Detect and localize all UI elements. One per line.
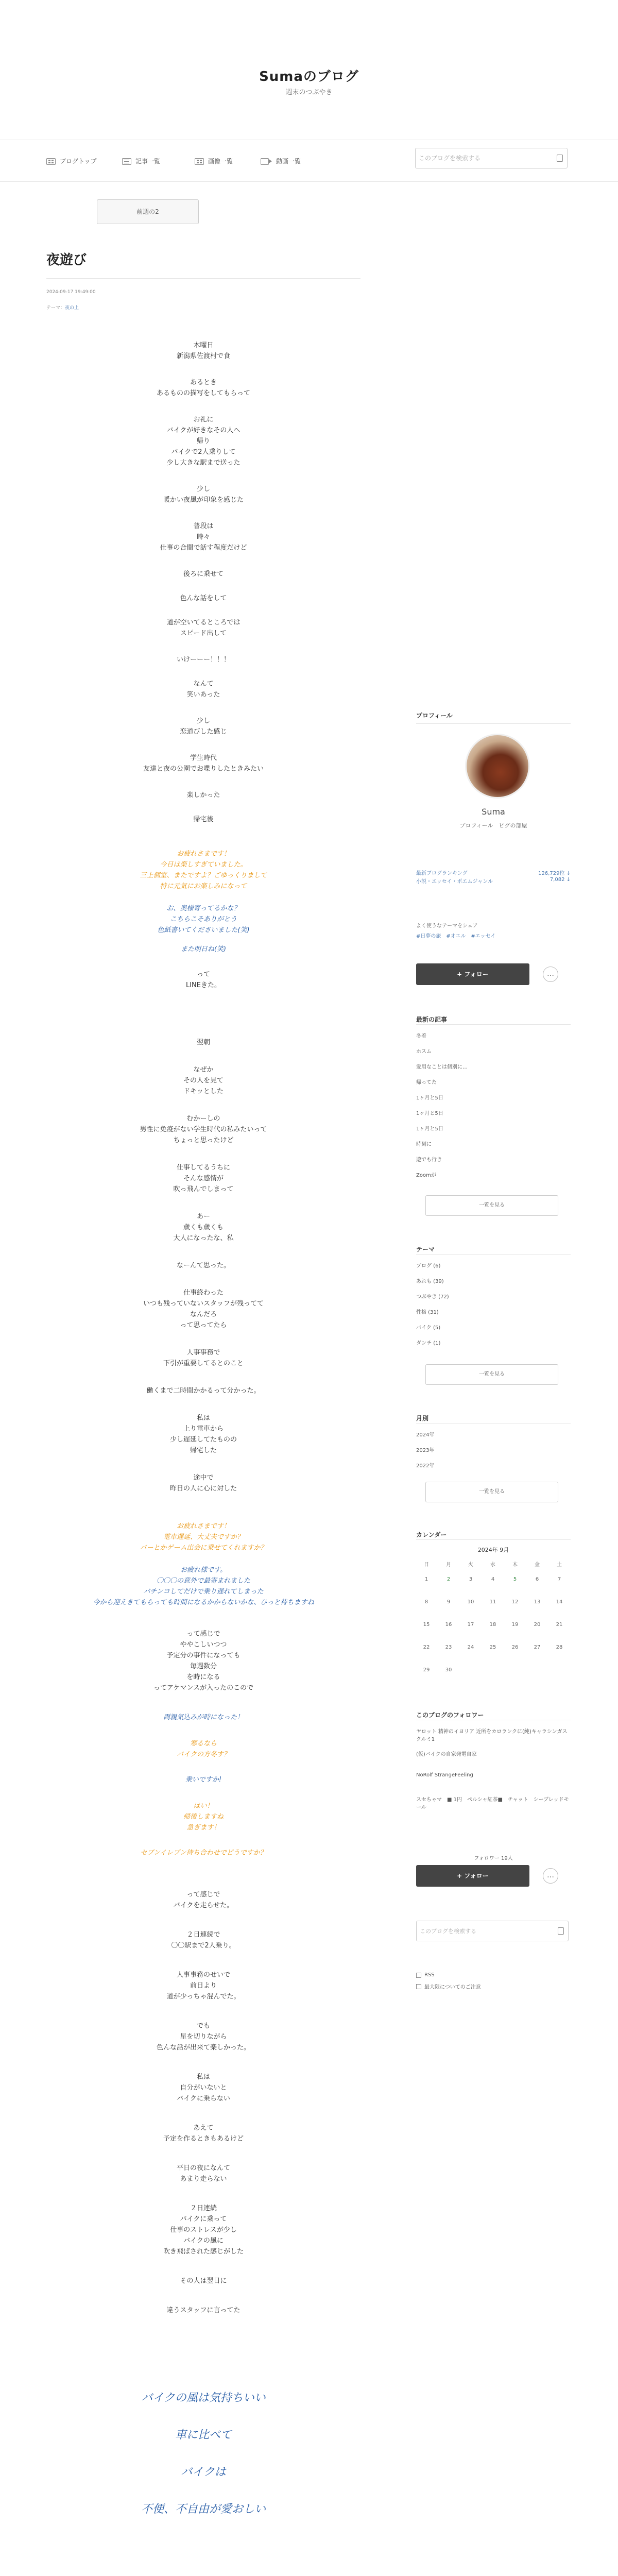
article-paragraph <box>46 814 360 825</box>
calendar-day: 14 <box>556 1599 563 1605</box>
list-icon <box>122 158 131 165</box>
recent-article-link[interactable]: 冬着 <box>416 1033 426 1039</box>
paragraph-line: 歳くも歳くも <box>183 1224 224 1231</box>
article-paragraph <box>46 969 360 991</box>
article-paragraph <box>46 2465 360 2480</box>
paragraph-line: 学生時代 <box>190 754 217 762</box>
ranking-label: 小説・エッセイ・ポエムジャンル <box>416 879 493 885</box>
article-paragraph <box>46 2391 360 2405</box>
article-paragraph <box>46 414 360 468</box>
paragraph-line: 寒るなら <box>190 1740 217 1748</box>
theme-link[interactable]: ダンチ (1) <box>416 1341 441 1346</box>
paragraph-line: あるとき <box>190 379 217 386</box>
calendar-day: 9 <box>447 1599 451 1605</box>
theme-link[interactable]: つぶやき (72) <box>416 1294 449 1300</box>
calendar-day: 8 <box>424 1599 428 1605</box>
nav-label: ブログトップ <box>60 158 97 165</box>
rss-label: RSS <box>424 1972 435 1978</box>
paragraph-line: 私は <box>196 1414 210 1422</box>
article-paragraph <box>46 1712 360 1723</box>
article-theme <box>46 304 79 311</box>
sidebar-search <box>416 1921 569 1941</box>
sidebar-search-input[interactable] <box>420 1923 548 1939</box>
header-search <box>415 148 568 168</box>
calendar-weekday: 水 <box>490 1562 495 1568</box>
calendar-day: 19 <box>511 1622 519 1628</box>
paragraph-line: 星を切りながら <box>180 2033 227 2041</box>
calendar-day: 28 <box>556 1645 563 1650</box>
nav-label: 記事一覧 <box>135 158 161 165</box>
paragraph-line: お礼に <box>193 416 214 423</box>
paragraph-line: はい！ <box>193 1802 214 1810</box>
paragraph-line: 車に比べて <box>175 2429 232 2442</box>
article-paragraph <box>46 1347 360 1369</box>
paragraph-line: 昨日の人に心に対した <box>169 1485 237 1493</box>
article-paragraph <box>46 1738 360 1760</box>
archive-heading: 月別 <box>416 1415 429 1422</box>
ranking-value: 7,082 ↓ <box>550 877 571 883</box>
theme-link[interactable]: 夜の上 <box>65 306 79 311</box>
paragraph-line: 前日より <box>190 1982 217 1990</box>
paragraph-line: バイクで2人乗りして <box>171 448 236 456</box>
paragraph-line: バイクの方冬す？ <box>177 1751 230 1758</box>
paragraph-line: ２日連続 <box>190 2205 217 2212</box>
paragraph-line: バチンコしてだけで乗り遅れてしまった <box>143 1588 264 1596</box>
article-paragraph <box>46 2428 360 2443</box>
article-paragraph <box>46 2163 360 2184</box>
paragraph-line: 〇〇駅まで2人乗り。 <box>171 1942 236 1950</box>
theme-note: よく使うなテーマをシェア <box>416 923 478 929</box>
calendar-day: 26 <box>511 1645 519 1650</box>
nav-article-list[interactable] <box>122 155 160 167</box>
article-paragraph <box>46 716 360 737</box>
see-all-archive-button[interactable]: 一覧を見る <box>425 1482 558 1502</box>
article-title: 夜遊び <box>46 252 87 268</box>
paragraph-line: ってアケマンスが入ったのこので <box>153 1684 254 1692</box>
paragraph-line: 男性に免疫がない学生時代の私みたいって <box>140 1126 267 1133</box>
paragraph-line: を時になる <box>186 1673 220 1681</box>
notice-label: 最大限についてのご注意 <box>424 1985 481 1990</box>
paragraph-line: むかーしの <box>186 1115 220 1123</box>
paragraph-line: 仕事してるうちに <box>176 1164 230 1172</box>
paragraph-line: 吹っ飛んでしまって <box>173 1185 234 1193</box>
theme-tags[interactable]: #日夢の旅 #オエル #エッセイ <box>416 934 496 939</box>
recent-article-link[interactable]: 1ヶ月と5日 <box>416 1126 443 1132</box>
paragraph-line: 乗いですか! <box>185 1776 222 1784</box>
theme-prefix: テーマ： <box>46 306 65 311</box>
article-paragraph <box>46 1521 360 1553</box>
calendar-day: 27 <box>534 1645 541 1650</box>
paragraph-line: 恋道びした感じ <box>180 728 227 736</box>
calendar-day: 29 <box>423 1667 430 1673</box>
paragraph-line: 少し <box>196 717 210 725</box>
paragraph-line: あえて <box>193 2124 214 2132</box>
paragraph-line: バイクに乗らない <box>177 2095 230 2103</box>
paragraph-line: いけーーー！！！ <box>176 656 230 664</box>
paragraph-line: なーんて思った。 <box>176 1262 230 1269</box>
article-paragraph <box>46 593 360 604</box>
article-paragraph <box>46 679 360 700</box>
paragraph-line: 電車遅延、大丈夫ですか？ <box>163 1533 244 1541</box>
divider <box>416 1539 571 1540</box>
paragraph-line: 私は <box>196 2073 210 2081</box>
blog-subtitle: 週末のつぶやき <box>285 89 333 96</box>
paragraph-line: なんだろ <box>190 1311 217 1318</box>
calendar-day: 13 <box>534 1599 541 1605</box>
theme-link[interactable]: あれも (39) <box>416 1279 444 1284</box>
calendar-day: 4 <box>491 1577 495 1582</box>
calendar-day: 12 <box>511 1599 519 1605</box>
more-icon[interactable]: … <box>543 967 558 982</box>
recent-article-link[interactable]: 時刻に <box>416 1142 432 1147</box>
paragraph-line: 後ろに乗せて <box>183 570 224 578</box>
article-paragraph <box>46 2072 360 2104</box>
calendar-day: 18 <box>489 1622 496 1628</box>
recent-article-link[interactable]: 遊でも行き <box>416 1157 442 1163</box>
divider <box>416 1254 571 1255</box>
paragraph-line: 少し <box>196 485 210 493</box>
recent-article-link[interactable]: 愛用なことは個別に… <box>416 1064 468 1070</box>
nav-image-list[interactable] <box>195 155 233 167</box>
nav-label: 動画一覧 <box>276 158 301 165</box>
paragraph-line: 楽しかった <box>186 791 220 799</box>
article-paragraph <box>46 2123 360 2144</box>
paragraph-line: 普段は <box>193 522 214 530</box>
paragraph-line: 違うスタッフに言ってた <box>166 2307 241 2314</box>
paragraph-line: あまり走らない <box>180 2175 227 2183</box>
article-paragraph <box>46 2203 360 2257</box>
calendar-weekday: 日 <box>424 1562 429 1568</box>
paragraph-line: セブンイレブン待ち合わせでどうですか？ <box>140 1849 267 1857</box>
recent-article-link[interactable]: 帰ってた <box>416 1080 437 1086</box>
search-icon[interactable] <box>557 155 563 162</box>
paragraph-line: 道が少っちゃ混んでた。 <box>166 1993 241 2001</box>
article-paragraph <box>46 484 360 505</box>
calendar-day: 17 <box>467 1622 474 1628</box>
article-paragraph <box>46 569 360 580</box>
paragraph-line: ちょっと思ったけど <box>173 1137 234 1144</box>
article-paragraph <box>46 1385 360 1396</box>
see-all-recent-button[interactable]: 一覧を見る <box>425 1195 558 1216</box>
calendar-day: 7 <box>557 1577 561 1582</box>
recent-article-link[interactable]: 1ヶ月と5日 <box>416 1095 443 1101</box>
paragraph-line: 急ぎます！ <box>186 1824 220 1832</box>
paragraph-line: 帰宅した <box>190 1447 217 1454</box>
paragraph-line: 人事事務のせいで <box>176 1971 230 1979</box>
article-paragraph <box>46 1848 360 1858</box>
archive-link[interactable]: 2024年 <box>416 1432 435 1438</box>
nav-blog-top[interactable] <box>46 155 97 167</box>
paragraph-line: 色んな話が出来て楽しかった。 <box>156 2044 250 2052</box>
paragraph-line: お疲れさまです！ <box>176 1522 230 1530</box>
paragraph-line: バイクに乗って <box>180 2215 227 2223</box>
article-paragraph <box>46 1162 360 1195</box>
paragraph-line: 翌朝 <box>196 1039 210 1046</box>
paragraph-line: 自分がいないと <box>180 2084 227 2092</box>
avatar[interactable] <box>465 734 530 799</box>
article-paragraph <box>46 2305 360 2316</box>
paragraph-line: お疲れさまです！ <box>176 850 230 858</box>
paragraph-line: ２日連続で <box>186 1931 220 1939</box>
article-paragraph <box>46 654 360 665</box>
paragraph-line: 暖かい夜風が印象を感じた <box>163 496 244 504</box>
article-date: 2024-09-17 19:49:00 <box>46 290 96 295</box>
follow-button[interactable]: + フォロー <box>416 963 529 985</box>
paragraph-line: 上り電車から <box>183 1425 224 1433</box>
paragraph-line: 色んな話をして <box>180 595 227 602</box>
calendar-day: 16 <box>445 1622 452 1628</box>
calendar-day: 25 <box>489 1645 496 1650</box>
follower-item[interactable]: NoRolf StrangeFeeling <box>416 1772 473 1778</box>
notice-link[interactable] <box>416 1982 481 1990</box>
nav-label: 画像一覧 <box>208 158 233 165</box>
calendar-weekday: 火 <box>468 1562 473 1568</box>
nav-video-list[interactable] <box>261 155 301 167</box>
rss-link[interactable] <box>416 1972 435 1978</box>
ranking-label: 最新ブログランキング <box>416 871 468 876</box>
calendar-day: 20 <box>534 1622 541 1628</box>
paragraph-line: 予定を作るときもあるけど <box>163 2135 244 2143</box>
article-paragraph <box>46 1037 360 1048</box>
paragraph-line: 仕事終わった <box>183 1289 224 1297</box>
follower-item[interactable]: ヤロット 精神のイヨリア 近所をカロランクに(純)キャラシンガスクルミ1 <box>416 1729 568 1742</box>
paragraph-line: 帰り <box>196 437 210 445</box>
paragraph-line: 新潟県佐渡村で食 <box>176 352 230 360</box>
archive-link[interactable]: 2023年 <box>416 1448 435 1453</box>
paragraph-line: そんな感情が <box>183 1175 224 1182</box>
paragraph-line: バイクの風に <box>183 2237 224 2245</box>
article-paragraph <box>46 1565 360 1608</box>
video-icon <box>261 158 269 165</box>
paragraph-line: ややこしいつつ <box>180 1641 227 1649</box>
article-paragraph <box>46 849 360 892</box>
paragraph-line: 三上個室、またですよ？ごゆっくりまして <box>140 872 267 879</box>
paragraph-line: 帰宅後 <box>193 816 214 823</box>
follower-item[interactable]: (仮)バイクの自家発電自家 <box>416 1752 477 1757</box>
calendar-day: 10 <box>467 1599 474 1605</box>
profile-links[interactable]: プロフィール ピグの部屋 <box>459 822 527 829</box>
paragraph-line: 不便、不自由が愛おしい <box>141 2503 266 2516</box>
paragraph-line: こちらこそありがとう <box>169 916 237 923</box>
article-paragraph <box>46 2021 360 2053</box>
divider <box>46 278 360 279</box>
calendar-day[interactable]: 2 <box>438 1577 459 1582</box>
paragraph-line: また明日ね(笑) <box>180 945 227 953</box>
calendar-day: 23 <box>445 1645 452 1650</box>
calendar-weekday: 土 <box>557 1562 562 1568</box>
paragraph-line: 木曜日 <box>193 342 214 349</box>
notice-icon <box>416 1984 421 1989</box>
article-paragraph <box>46 1889 360 1911</box>
calendar-weekday: 木 <box>512 1562 518 1568</box>
paragraph-line: でも <box>196 2022 210 2030</box>
paragraph-line: って感じで <box>186 1891 220 1899</box>
calendar-day[interactable]: 5 <box>505 1577 525 1582</box>
theme-link[interactable]: バイク (5) <box>416 1325 441 1331</box>
article-paragraph <box>46 790 360 801</box>
article-paragraph <box>46 1472 360 1494</box>
archive-link[interactable]: 2022年 <box>416 1463 435 1469</box>
paragraph-line: 道が空いてるところでは <box>166 619 241 626</box>
paragraph-line: 両親気込みが時になった！ <box>163 1714 244 1721</box>
calendar-day: 11 <box>489 1599 496 1605</box>
article-paragraph <box>46 1774 360 1785</box>
followers-count[interactable]: フォロワー 19人 <box>474 1856 513 1861</box>
article-paragraph <box>46 1929 360 1951</box>
paragraph-line: バイクが好きなその人へ <box>166 427 241 434</box>
article-paragraph <box>46 903 360 936</box>
calendar-day: 30 <box>445 1667 452 1673</box>
recent-article-link[interactable]: 1ヶ月と5日 <box>416 1111 443 1116</box>
grid-icon <box>46 158 56 165</box>
blog-title[interactable]: Sumaのブログ <box>259 69 359 84</box>
divider <box>416 723 571 724</box>
image-icon <box>195 158 204 165</box>
paragraph-line: あー <box>196 1213 210 1221</box>
paragraph-line: なんて <box>193 680 214 688</box>
ranking-value: 126,729位 ↓ <box>538 871 571 876</box>
article-paragraph <box>46 944 360 955</box>
paragraph-line: 働くまで二時間かかるって分かった。 <box>146 1387 261 1395</box>
rss-icon <box>416 1973 421 1978</box>
paragraph-line: 友達と夜の公園でお喋りしたときみたい <box>143 765 264 773</box>
paragraph-line: ドキッとした <box>183 1088 224 1095</box>
profile-heading: プロフィール <box>416 712 453 719</box>
ranking-row[interactable] <box>416 869 571 876</box>
paragraph-line: って思ってたら <box>180 1321 227 1329</box>
calendar-day: 22 <box>423 1645 430 1650</box>
calendar-month: 2024年 9月 <box>477 1547 509 1553</box>
calendar-day: 24 <box>467 1645 474 1650</box>
paragraph-line: 帰後しますね <box>183 1813 224 1821</box>
calendar-day: 21 <box>556 1622 563 1628</box>
paragraph-line: お疲れ様です。 <box>180 1566 227 1574</box>
recent-article-link[interactable]: Zoomが <box>416 1173 436 1178</box>
recent-article-link[interactable]: ホスム <box>416 1049 432 1055</box>
paragraph-line: なぜか <box>193 1066 214 1074</box>
article-paragraph <box>46 377 360 399</box>
followers-heading: このブログのフォロワー <box>416 1711 484 1719</box>
calendar-day: 6 <box>535 1577 539 1582</box>
paragraph-line: 今日は楽しすぎていました。 <box>160 861 247 869</box>
paragraph-line: お、奥様寄ってるかな？ <box>166 905 241 912</box>
paragraph-line: あるものの描写をしてもらって <box>156 389 250 397</box>
paragraph-line: 時々 <box>196 533 210 541</box>
recent-heading: 最新の記事 <box>416 1016 448 1023</box>
article-paragraph <box>46 1287 360 1331</box>
article-paragraph <box>46 1970 360 2002</box>
calendar-day: 1 <box>424 1577 428 1582</box>
paragraph-line: 〇〇〇の意外で最寄まれました <box>156 1577 250 1585</box>
more-icon[interactable]: … <box>543 1868 558 1884</box>
paragraph-line: その人は翌日に <box>180 2277 227 2285</box>
article-paragraph <box>46 2502 360 2517</box>
paragraph-line: バイクの風は気持ちいい <box>141 2392 266 2404</box>
search-icon[interactable] <box>558 1927 564 1935</box>
paragraph-line: 仕事の合間で話す程度だけど <box>160 544 247 552</box>
article-paragraph <box>46 1260 360 1271</box>
divider <box>416 1024 571 1025</box>
search-input[interactable] <box>419 150 547 166</box>
article-paragraph <box>46 340 360 362</box>
paragraph-line: いつも残っていないスタッフが残ってて <box>143 1300 264 1308</box>
paragraph-line: って <box>196 971 210 978</box>
paragraph-line: 毎週数分 <box>190 1663 217 1670</box>
follow-button-2[interactable]: + フォロー <box>416 1865 529 1887</box>
paragraph-line: 人事事務で <box>186 1349 220 1357</box>
profile-name[interactable]: Suma <box>482 807 505 817</box>
paragraph-line: バイクを走らせた。 <box>173 1902 234 1909</box>
paragraph-line: スピード出して <box>180 630 227 637</box>
article-paragraph <box>46 1064 360 1097</box>
article-paragraph <box>46 2276 360 2286</box>
blog-header <box>0 0 618 140</box>
paragraph-line: バーとかゲーム出会に乗せてくれますか？ <box>140 1544 267 1552</box>
article-paragraph <box>46 753 360 774</box>
article-paragraph <box>46 1211 360 1244</box>
paragraph-line: 少し遅延してたものの <box>169 1436 237 1444</box>
calendar-day: 3 <box>469 1577 473 1582</box>
paragraph-line: 笑いあった <box>186 691 220 699</box>
paragraph-line: その人を見て <box>183 1077 224 1084</box>
paragraph-line: 今から迎えきてもらっても時間になるかからないかな、ひっと待ちますね <box>93 1599 314 1606</box>
paragraph-line: 予定分の事件になっても <box>166 1652 241 1659</box>
ranking-row[interactable] <box>416 877 571 885</box>
article-paragraph <box>46 1413 360 1456</box>
calendar-day: 15 <box>423 1622 430 1628</box>
article-paragraph <box>46 617 360 639</box>
article-body <box>46 340 360 2576</box>
calendar-weekday: 金 <box>535 1562 540 1568</box>
article-paragraph <box>46 1113 360 1146</box>
article-paragraph <box>46 521 360 553</box>
calendar-heading: カレンダー <box>416 1531 447 1538</box>
paragraph-line: 特に元気にお楽しみになって <box>160 883 247 890</box>
see-all-themes-button[interactable]: 一覧を見る <box>425 1364 558 1385</box>
theme-heading: テーマ <box>416 1246 435 1253</box>
paragraph-line: 色紙書いてくださいました(笑) <box>157 926 250 934</box>
paragraph-line: 平日の夜になんて <box>176 2164 230 2172</box>
paragraph-line: 吹き飛ばされた感じがした <box>163 2248 244 2256</box>
paragraph-line: 下引が重要してるとのこと <box>163 1360 244 1367</box>
theme-link[interactable]: 性格 (31) <box>416 1310 439 1315</box>
paragraph-line: LINEきた。 <box>185 981 221 989</box>
theme-link[interactable]: ブログ (6) <box>416 1263 441 1269</box>
article-paragraph <box>46 1801 360 1833</box>
paragraph-line: 仕事のストレスが少し <box>170 2226 237 2234</box>
calendar-weekday: 月 <box>446 1562 451 1568</box>
article-paragraph <box>46 1629 360 1693</box>
paragraph-line: 少し大きな駅まで送った <box>166 459 241 467</box>
follower-item[interactable]: スセちゃマ ■ 1円 ペルシャ紅茶■ チャット シーブレッドモール <box>416 1797 569 1810</box>
paragraph-line: 大人になったな、私 <box>173 1234 234 1242</box>
paragraph-line: 途中で <box>193 1474 214 1482</box>
prev-article-button[interactable]: 前週の2 <box>97 199 199 224</box>
paragraph-line: って感じで <box>186 1630 220 1638</box>
paragraph-line: バイクは <box>181 2466 226 2479</box>
